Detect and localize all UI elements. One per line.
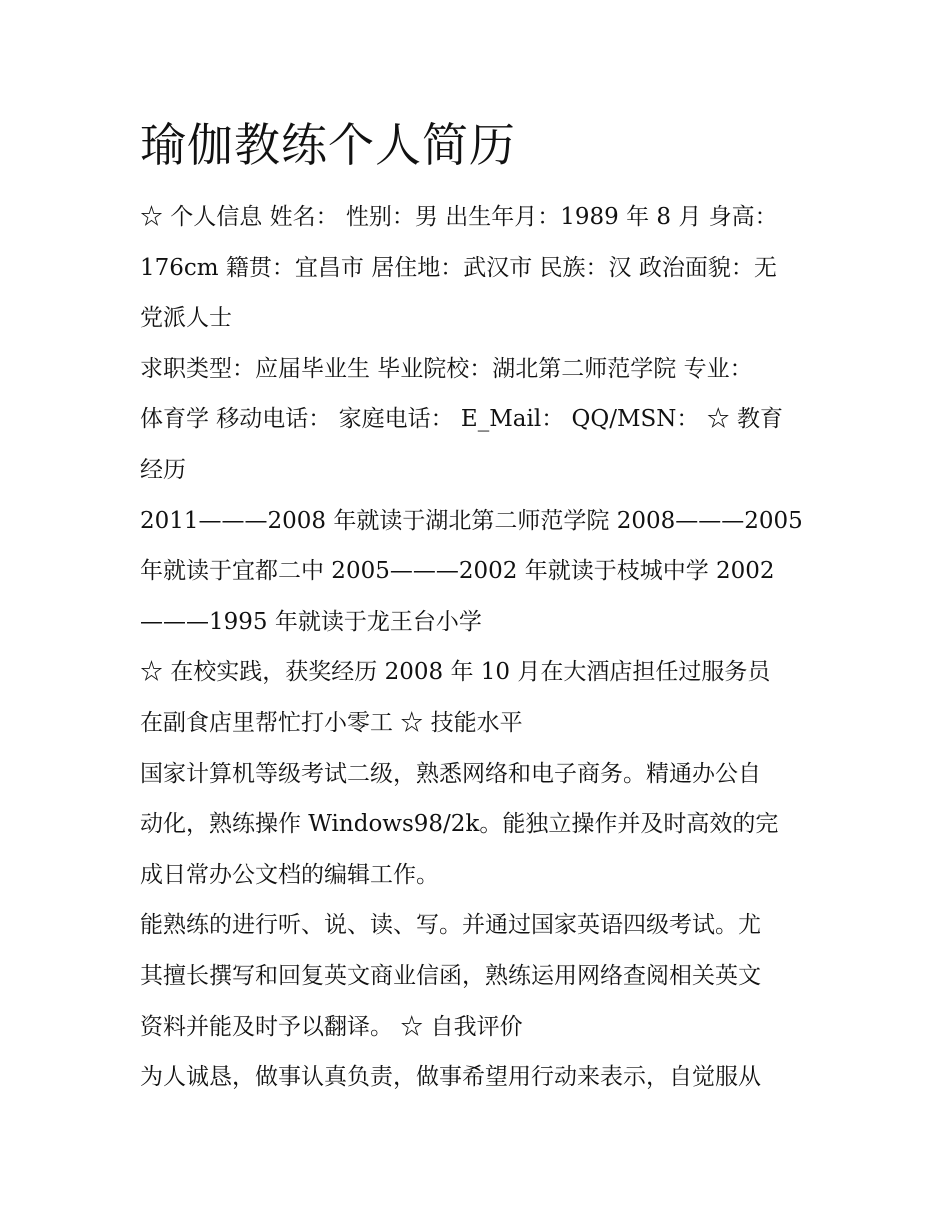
text-line: ☆ 个人信息 姓名： 性别：男 出生年月：1989 年 8 月 身高： bbox=[140, 204, 778, 230]
document-page bbox=[140, 112, 820, 1103]
paragraph-self-evaluation bbox=[140, 1052, 820, 1103]
text-line: 经历 bbox=[140, 456, 186, 483]
paragraph-personal-info bbox=[140, 192, 820, 344]
paragraph-computer-skills bbox=[140, 749, 820, 901]
text-line: 党派人士 bbox=[140, 305, 232, 332]
text-line: ☆ 在校实践，获奖经历 2008 年 10 月在大酒店担任过服务员 bbox=[140, 659, 771, 686]
paragraph-english-skills bbox=[140, 900, 820, 1052]
text-line: ———1995 年就读于龙王台小学 bbox=[140, 608, 482, 635]
text-line: 2011———2008 年就读于湖北第二师范学院 2008———2005 bbox=[140, 507, 803, 534]
document-title: 瑜伽教练个人简历 bbox=[140, 118, 516, 172]
text-line: 在副食店里帮忙打小零工 ☆ 技能水平 bbox=[140, 709, 523, 736]
paragraph-education bbox=[140, 496, 820, 648]
text-line: 求职类型：应届毕业生 毕业院校：湖北第二师范学院 专业： bbox=[140, 355, 753, 382]
text-line: 其擅长撰写和回复英文商业信函，熟练运用网络查阅相关英文 bbox=[140, 962, 761, 989]
text-line: 资料并能及时予以翻译。 ☆ 自我评价 bbox=[140, 1013, 523, 1040]
text-line: 体育学 移动电话： 家庭电话： E_Mail： QQ/MSN： ☆ 教育 bbox=[140, 406, 784, 433]
text-line: 年就读于宜都二中 2005———2002 年就读于枝城中学 2002 bbox=[140, 558, 775, 585]
paragraph-job-intent bbox=[140, 344, 820, 496]
text-line: 国家计算机等级考试二级，熟悉网络和电子商务。精通办公自 bbox=[140, 760, 761, 787]
text-line: 176cm 籍贯：宜昌市 居住地：武汉市 民族：汉 政治面貌：无 bbox=[140, 254, 777, 281]
text-line: 成日常办公文档的编辑工作。 bbox=[140, 861, 439, 888]
text-line: 为人诚恳，做事认真负责，做事希望用行动来表示，自觉服从 bbox=[140, 1064, 761, 1091]
text-line: 能熟练的进行听、说、读、写。并通过国家英语四级考试。尤 bbox=[140, 912, 761, 939]
text-line: 动化，熟练操作 Windows98/2k。能独立操作并及时高效的完 bbox=[140, 811, 779, 838]
paragraph-practice bbox=[140, 647, 820, 748]
